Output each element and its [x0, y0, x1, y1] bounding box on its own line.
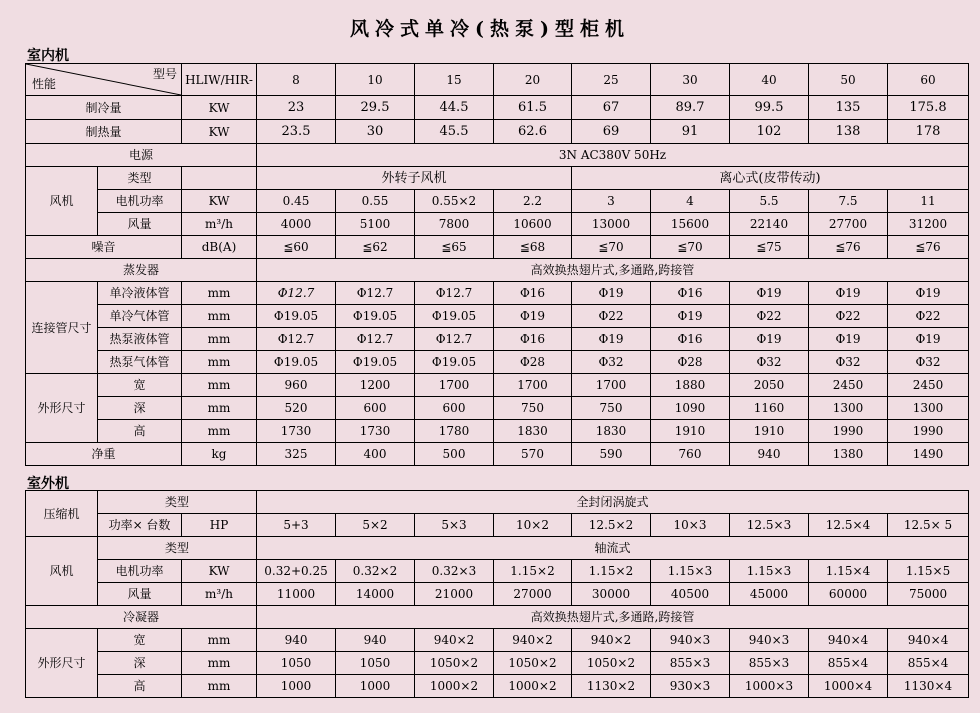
weight-row [26, 443, 969, 466]
noise-row [26, 236, 969, 259]
value-cell: 10×2 [494, 514, 572, 537]
value-cell: 138 [809, 120, 888, 144]
condenser-row [26, 606, 969, 629]
power-supply-row [26, 144, 969, 167]
value-cell: Φ19 [809, 282, 888, 305]
value-cell: 1780 [415, 420, 494, 443]
value-cell: 11 [888, 190, 969, 213]
dims-group-label: 外形尺寸 [26, 629, 98, 698]
row-label: 蒸发器 [26, 259, 257, 282]
unit-cell: mm [182, 420, 257, 443]
value-cell: 69 [572, 120, 651, 144]
model-cell: 15 [415, 64, 494, 96]
fan-group-label: 风机 [26, 537, 98, 606]
value-cell: 940×3 [651, 629, 730, 652]
value-cell: 940×4 [888, 629, 969, 652]
value-cell: 0.32×2 [336, 560, 415, 583]
fan-group-label: 风机 [26, 167, 98, 236]
row-label: 高 [98, 675, 182, 698]
fan-type-value: 轴流式 [257, 537, 969, 560]
value-cell: 15600 [651, 213, 730, 236]
value-cell: Φ19 [572, 282, 651, 305]
indoor-section-label: 室内机 [27, 48, 69, 64]
value-cell: Φ19 [572, 328, 651, 351]
value-cell: 1300 [888, 397, 969, 420]
dims-row [26, 374, 969, 397]
value-cell: Φ19 [494, 305, 572, 328]
value-cell: 0.55×2 [415, 190, 494, 213]
compressor-type-row [26, 491, 969, 514]
value-cell: Φ19 [651, 305, 730, 328]
row-label: 电机功率 [98, 190, 182, 213]
value-cell: 13000 [572, 213, 651, 236]
value-cell: Φ32 [888, 351, 969, 374]
value-cell: 61.5 [494, 96, 572, 120]
fan-type-row [26, 537, 969, 560]
value-cell: 2.2 [494, 190, 572, 213]
value-cell: 178 [888, 120, 969, 144]
value-cell: 570 [494, 443, 572, 466]
value-cell: 520 [257, 397, 336, 420]
pipe-row [26, 351, 969, 374]
row-label: 单冷液体管 [98, 282, 182, 305]
value-cell: 3 [572, 190, 651, 213]
value-cell: 7.5 [809, 190, 888, 213]
value-cell: 7800 [415, 213, 494, 236]
pipe-row [26, 305, 969, 328]
value-cell: 62.6 [494, 120, 572, 144]
value-cell: 1700 [572, 374, 651, 397]
value-cell: ≦76 [809, 236, 888, 259]
row-label: 电源 [26, 144, 257, 167]
heating-row [26, 120, 969, 144]
value-cell: 940×3 [730, 629, 809, 652]
value-cell: 5+3 [257, 514, 336, 537]
value-cell: 940×2 [572, 629, 651, 652]
value-cell: 40500 [651, 583, 730, 606]
value-cell: 940 [257, 629, 336, 652]
value-cell: 1990 [888, 420, 969, 443]
value-cell: 1130×4 [888, 675, 969, 698]
unit-cell: m³/h [182, 213, 257, 236]
value-cell: 1000 [257, 675, 336, 698]
row-label: 功率× 台数 [98, 514, 182, 537]
row-label: 高 [98, 420, 182, 443]
value-cell: 91 [651, 120, 730, 144]
value-cell: 760 [651, 443, 730, 466]
header-diagonal-cell [26, 64, 182, 96]
value-cell: 750 [572, 397, 651, 420]
model-cell: 30 [651, 64, 730, 96]
unit-cell: kg [182, 443, 257, 466]
value-cell: 175.8 [888, 96, 969, 120]
value-cell: 23.5 [257, 120, 336, 144]
value-cell: Φ19 [888, 282, 969, 305]
pipe-row [26, 282, 969, 305]
value-cell: 60000 [809, 583, 888, 606]
model-cell: 50 [809, 64, 888, 96]
header-row [26, 64, 969, 96]
value-cell: ≦68 [494, 236, 572, 259]
value-cell: 2450 [888, 374, 969, 397]
row-label: 深 [98, 652, 182, 675]
model-cell: 25 [572, 64, 651, 96]
value-cell: 1200 [336, 374, 415, 397]
value-cell: 1910 [651, 420, 730, 443]
row-label: 热泵液体管 [98, 328, 182, 351]
value-cell: Φ16 [494, 328, 572, 351]
compressor-power-row [26, 514, 969, 537]
fan-type-row [26, 167, 969, 190]
value-cell: 1000×2 [494, 675, 572, 698]
value-cell: 45000 [730, 583, 809, 606]
dims-row [26, 629, 969, 652]
fan-motor-row [26, 190, 969, 213]
row-label: 风量 [98, 213, 182, 236]
value-cell: ≦70 [651, 236, 730, 259]
row-label: 类型 [98, 491, 257, 514]
unit-cell: dB(A) [182, 236, 257, 259]
value-cell: 31200 [888, 213, 969, 236]
value-cell: 10600 [494, 213, 572, 236]
value-cell: Φ16 [651, 328, 730, 351]
value-cell: 12.5× 5 [888, 514, 969, 537]
value-cell: 12.5×2 [572, 514, 651, 537]
value-cell: 940 [730, 443, 809, 466]
unit-cell: KW [182, 120, 257, 144]
value-cell: Φ12.7 [336, 282, 415, 305]
model-cell: 20 [494, 64, 572, 96]
value-cell: 99.5 [730, 96, 809, 120]
outdoor-section-label: 室外机 [27, 476, 69, 492]
value-cell: 855×4 [809, 652, 888, 675]
row-label: 制热量 [26, 120, 182, 144]
value-cell: 940×2 [494, 629, 572, 652]
value-cell: 1490 [888, 443, 969, 466]
value-cell: Φ22 [572, 305, 651, 328]
value-cell: 14000 [336, 583, 415, 606]
model-cell: 40 [730, 64, 809, 96]
row-label: 宽 [98, 629, 182, 652]
value-cell: ≦76 [888, 236, 969, 259]
dims-row [26, 675, 969, 698]
fan-type-b: 离心式(皮带传动) [572, 167, 969, 190]
unit-cell: HP [182, 514, 257, 537]
row-label: 深 [98, 397, 182, 420]
value-cell: 0.32+0.25 [257, 560, 336, 583]
value-cell: 940×4 [809, 629, 888, 652]
model-label: 型号 [152, 67, 177, 81]
row-label: 净重 [26, 443, 182, 466]
value-cell: 2050 [730, 374, 809, 397]
unit-cell: m³/h [182, 583, 257, 606]
value-cell: 30000 [572, 583, 651, 606]
value-cell: 855×3 [651, 652, 730, 675]
value-cell: 940 [336, 629, 415, 652]
value-cell: Φ12.7 [415, 282, 494, 305]
fan-motor-row [26, 560, 969, 583]
value-cell: 1910 [730, 420, 809, 443]
value-cell: 1700 [494, 374, 572, 397]
value-cell: Φ19 [888, 328, 969, 351]
value-cell: Φ12.7 [257, 328, 336, 351]
value-cell: 22140 [730, 213, 809, 236]
value-cell: 27700 [809, 213, 888, 236]
unit-cell: mm [182, 374, 257, 397]
value-cell: 1050 [257, 652, 336, 675]
value-cell: 1730 [336, 420, 415, 443]
value-cell: Φ32 [809, 351, 888, 374]
compressor-type-value: 全封闭涡旋式 [257, 491, 969, 514]
value-cell: 1000×2 [415, 675, 494, 698]
value-cell: 1.15×3 [730, 560, 809, 583]
dims-row [26, 652, 969, 675]
value-cell: 325 [257, 443, 336, 466]
row-label: 宽 [98, 374, 182, 397]
value-cell: Φ19 [809, 328, 888, 351]
unit-cell: mm [182, 282, 257, 305]
unit-cell: mm [182, 652, 257, 675]
unit-cell: KW [182, 96, 257, 120]
row-label: 热泵气体管 [98, 351, 182, 374]
value-cell: 23 [257, 96, 336, 120]
condenser-value: 高效换热翅片式,多通路,跨接管 [257, 606, 969, 629]
row-label: 噪音 [26, 236, 182, 259]
value-cell: 0.55 [336, 190, 415, 213]
value-cell: 4 [651, 190, 730, 213]
unit-cell: mm [182, 305, 257, 328]
value-cell: 12.5×4 [809, 514, 888, 537]
value-cell: 21000 [415, 583, 494, 606]
value-cell: 1730 [257, 420, 336, 443]
fan-type-a: 外转子风机 [257, 167, 572, 190]
row-label: 类型 [98, 537, 257, 560]
unit-cell: mm [182, 675, 257, 698]
value-cell: 0.45 [257, 190, 336, 213]
row-label: 冷凝器 [26, 606, 257, 629]
value-cell: 1090 [651, 397, 730, 420]
fan-airflow-row [26, 583, 969, 606]
value-cell: 44.5 [415, 96, 494, 120]
value-cell: Φ19.05 [257, 351, 336, 374]
outdoor-spec-table [25, 490, 969, 698]
value-cell: 600 [336, 397, 415, 420]
value-cell: 1.15×5 [888, 560, 969, 583]
evaporator-row [26, 259, 969, 282]
value-cell: 750 [494, 397, 572, 420]
value-cell: 930×3 [651, 675, 730, 698]
value-cell: Φ22 [730, 305, 809, 328]
value-cell: Φ19 [730, 328, 809, 351]
row-label: 单冷气体管 [98, 305, 182, 328]
value-cell: 89.7 [651, 96, 730, 120]
value-cell: 30 [336, 120, 415, 144]
model-cell: 60 [888, 64, 969, 96]
value-cell: 855×4 [888, 652, 969, 675]
value-cell: 67 [572, 96, 651, 120]
value-cell: ≦70 [572, 236, 651, 259]
fan-airflow-row [26, 213, 969, 236]
value-cell: ≦75 [730, 236, 809, 259]
row-label: 风量 [98, 583, 182, 606]
pipe-row [26, 328, 969, 351]
dims-group-label: 外形尺寸 [26, 374, 98, 443]
value-cell: Φ19 [730, 282, 809, 305]
value-cell: Φ19.05 [336, 305, 415, 328]
value-cell: 29.5 [336, 96, 415, 120]
unit-cell: mm [182, 629, 257, 652]
power-supply-value: 3N AC380V 50Hz [257, 144, 969, 167]
value-cell: 1050×2 [415, 652, 494, 675]
model-cell: 8 [257, 64, 336, 96]
value-cell: 27000 [494, 583, 572, 606]
row-label: 制冷量 [26, 96, 182, 120]
value-cell: Φ19.05 [415, 305, 494, 328]
pipe-group-label: 连接管尺寸 [26, 282, 98, 374]
value-cell: 102 [730, 120, 809, 144]
value-cell: 1300 [809, 397, 888, 420]
evaporator-value: 高效换热翅片式,多通路,跨接管 [257, 259, 969, 282]
value-cell: ≦65 [415, 236, 494, 259]
value-cell: 1.15×2 [572, 560, 651, 583]
value-cell: 75000 [888, 583, 969, 606]
value-cell: Φ12.7 [257, 282, 336, 305]
dims-row [26, 420, 969, 443]
value-cell: Φ28 [494, 351, 572, 374]
unit-cell: KW [182, 560, 257, 583]
value-cell: 4000 [257, 213, 336, 236]
compressor-group-label: 压缩机 [26, 491, 98, 537]
value-cell: 1990 [809, 420, 888, 443]
indoor-spec-table [25, 63, 969, 466]
value-cell: 940×2 [415, 629, 494, 652]
value-cell: 1000×3 [730, 675, 809, 698]
unit-cell: mm [182, 351, 257, 374]
value-cell: Φ12.7 [336, 328, 415, 351]
value-cell: Φ19.05 [415, 351, 494, 374]
value-cell: 600 [415, 397, 494, 420]
value-cell: 1160 [730, 397, 809, 420]
value-cell: 5100 [336, 213, 415, 236]
dims-row [26, 397, 969, 420]
value-cell: 960 [257, 374, 336, 397]
value-cell: 400 [336, 443, 415, 466]
value-cell: 1000 [336, 675, 415, 698]
series-label: HLIW/HIR- [182, 64, 257, 96]
value-cell: 5×3 [415, 514, 494, 537]
row-label: 电机功率 [98, 560, 182, 583]
value-cell: Φ16 [651, 282, 730, 305]
value-cell: Φ19.05 [336, 351, 415, 374]
value-cell: Φ32 [572, 351, 651, 374]
value-cell: 1.15×3 [651, 560, 730, 583]
value-cell: 5.5 [730, 190, 809, 213]
unit-cell: KW [182, 190, 257, 213]
value-cell: 1050×2 [494, 652, 572, 675]
value-cell: 0.32×3 [415, 560, 494, 583]
value-cell: 45.5 [415, 120, 494, 144]
value-cell: 1050 [336, 652, 415, 675]
value-cell: 1.15×4 [809, 560, 888, 583]
value-cell: 1830 [572, 420, 651, 443]
value-cell: 5×2 [336, 514, 415, 537]
value-cell: Φ12.7 [415, 328, 494, 351]
value-cell: 590 [572, 443, 651, 466]
model-cell: 10 [336, 64, 415, 96]
value-cell: Φ28 [651, 351, 730, 374]
value-cell: 1050×2 [572, 652, 651, 675]
page-title: 风冷式单冷(热泵)型柜机 [350, 18, 630, 40]
value-cell: Φ19.05 [257, 305, 336, 328]
cooling-row [26, 96, 969, 120]
value-cell: 12.5×3 [730, 514, 809, 537]
value-cell: 1130×2 [572, 675, 651, 698]
value-cell: 500 [415, 443, 494, 466]
value-cell: 1830 [494, 420, 572, 443]
value-cell: ≦60 [257, 236, 336, 259]
perf-label: 性能 [32, 77, 57, 91]
value-cell: 1.15×2 [494, 560, 572, 583]
value-cell: Φ32 [730, 351, 809, 374]
value-cell: 1880 [651, 374, 730, 397]
value-cell: 2450 [809, 374, 888, 397]
row-label: 类型 [98, 167, 182, 190]
value-cell: Φ16 [494, 282, 572, 305]
value-cell: 855×3 [730, 652, 809, 675]
unit-cell: mm [182, 397, 257, 420]
value-cell: 10×3 [651, 514, 730, 537]
value-cell: Φ22 [809, 305, 888, 328]
value-cell: 135 [809, 96, 888, 120]
value-cell: ≦62 [336, 236, 415, 259]
value-cell: 1700 [415, 374, 494, 397]
unit-cell: mm [182, 328, 257, 351]
value-cell: 1000×4 [809, 675, 888, 698]
value-cell: Φ22 [888, 305, 969, 328]
value-cell: 11000 [257, 583, 336, 606]
value-cell: 1380 [809, 443, 888, 466]
